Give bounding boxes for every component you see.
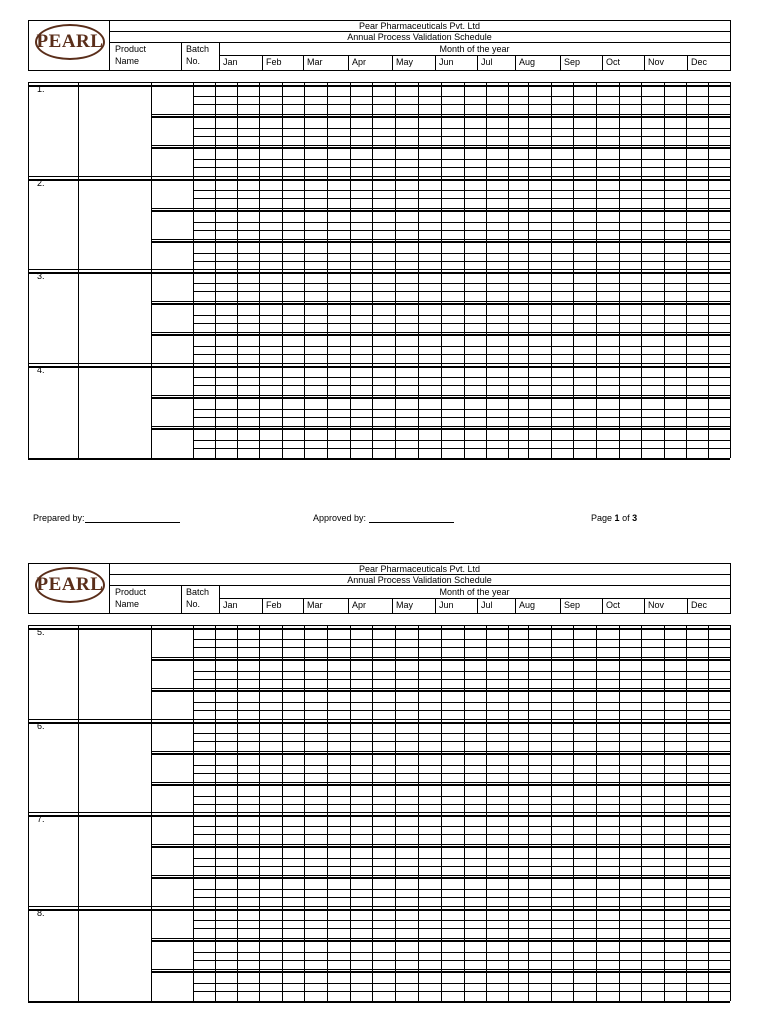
month-header-may: May <box>396 600 414 610</box>
month-divider <box>392 55 393 71</box>
month-header-apr: Apr <box>352 600 367 610</box>
grid-column-line <box>486 82 487 458</box>
grid-row-line <box>193 283 730 284</box>
item-block-border <box>28 363 730 364</box>
page-number: 1 <box>614 513 620 523</box>
item-block-border <box>28 85 730 87</box>
header-border-left <box>28 563 29 614</box>
month-divider <box>435 55 436 71</box>
grid-column-line <box>259 625 260 1001</box>
document-title: Annual Process Validation Schedule <box>347 32 492 42</box>
month-header-jun: Jun <box>439 57 454 67</box>
grid-row-line <box>193 253 730 254</box>
grid-row-line <box>193 354 730 355</box>
grid-column-line <box>215 82 216 458</box>
approved-by-field <box>313 513 454 523</box>
grid-column-line <box>508 82 509 458</box>
grid-column-line <box>464 625 465 1001</box>
grid-column-line <box>596 82 597 458</box>
grid-column-line <box>708 82 709 458</box>
document-title: Annual Process Validation Schedule <box>347 575 492 585</box>
month-row-line <box>219 55 730 56</box>
product-header: Name <box>115 56 140 66</box>
batch-header: Batch <box>186 587 210 597</box>
grid-row-line <box>193 639 730 640</box>
month-caption: Month of the year <box>439 44 510 54</box>
item-number: 3. <box>37 271 45 281</box>
month-row-line <box>219 598 730 599</box>
month-caption: Month of the year <box>439 587 510 597</box>
grid-column-line <box>350 82 351 458</box>
grid-row-line <box>193 323 730 324</box>
logo-text: PEARL <box>36 574 104 595</box>
month-divider <box>515 598 516 614</box>
month-divider <box>515 55 516 71</box>
grid-column-line <box>641 625 642 1001</box>
table-bottom-border <box>28 1001 730 1003</box>
grid-row-line <box>193 448 730 449</box>
month-divider <box>477 598 478 614</box>
item-block-border <box>28 176 730 177</box>
grid-row-line <box>193 702 730 703</box>
month-header-sep: Sep <box>564 57 581 67</box>
batch-column-divider <box>151 625 152 1001</box>
grid-column-line <box>619 82 620 458</box>
header-border-right <box>730 20 731 71</box>
grid-column-line <box>641 82 642 458</box>
month-header-dec: Dec <box>691 57 708 67</box>
grid-column-line <box>372 625 373 1001</box>
month-header-apr: Apr <box>352 57 367 67</box>
prepared-by-blank <box>85 513 180 523</box>
grid-column-line <box>395 625 396 1001</box>
grid-column-line <box>551 625 552 1001</box>
batch-column-divider <box>151 82 152 458</box>
product-column-divider <box>78 82 79 458</box>
month-header-jan: Jan <box>223 57 238 67</box>
grid-column-line <box>418 82 419 458</box>
month-header-oct: Oct <box>606 600 621 610</box>
grid-row-line <box>193 315 730 316</box>
grid-row-line <box>193 230 730 231</box>
header-border-bottom <box>28 70 730 71</box>
grid-row-line <box>193 167 730 168</box>
grid-row-line <box>193 952 730 953</box>
month-header-jan: Jan <box>223 600 238 610</box>
month-divider <box>477 55 478 71</box>
grid-column-line <box>441 625 442 1001</box>
month-header-sep: Sep <box>564 600 581 610</box>
item-number: 7. <box>37 814 45 824</box>
item-number: 6. <box>37 721 45 731</box>
grid-column-line <box>215 625 216 1001</box>
grid-column-line <box>619 625 620 1001</box>
month-header-mar: Mar <box>307 600 323 610</box>
pearl-logo <box>35 24 105 60</box>
grid-column-line <box>730 625 731 1001</box>
month-header-dec: Dec <box>691 600 708 610</box>
grid-row-line <box>193 136 730 137</box>
month-divider <box>303 55 304 71</box>
month-divider <box>560 598 561 614</box>
grid-row-line <box>193 733 730 734</box>
month-header-aug: Aug <box>519 600 536 610</box>
month-divider <box>435 598 436 614</box>
approved-by-label: Approved by: <box>313 513 367 523</box>
grid-column-line <box>418 625 419 1001</box>
month-header-nov: Nov <box>648 57 665 67</box>
month-divider <box>348 598 349 614</box>
company-name: Pear Pharmaceuticals Pvt. Ltd <box>358 564 481 574</box>
grid-row-line <box>193 222 730 223</box>
month-divider <box>602 598 603 614</box>
grid-column-line <box>686 625 687 1001</box>
grid-row-line <box>193 377 730 378</box>
grid-row-line <box>193 128 730 129</box>
grid-row-line <box>193 960 730 961</box>
grid-column-line <box>664 625 665 1001</box>
grid-column-line <box>464 82 465 458</box>
grid-row-line <box>193 385 730 386</box>
month-header-mar: Mar <box>307 57 323 67</box>
grid-row-line <box>193 897 730 898</box>
batch-header: No. <box>186 599 201 609</box>
month-divider <box>687 598 688 614</box>
item-number: 5. <box>37 627 45 637</box>
month-divider <box>262 598 263 614</box>
grid-column-line <box>237 625 238 1001</box>
month-header-jul: Jul <box>481 600 493 610</box>
grid-column-line <box>327 82 328 458</box>
product-header: Product <box>115 587 147 597</box>
grid-column-line <box>573 625 574 1001</box>
batch-col-divider <box>181 585 182 614</box>
grid-row-line <box>193 920 730 921</box>
grid-row-line <box>193 96 730 97</box>
grid-column-line <box>193 625 194 1001</box>
grid-row-line <box>193 291 730 292</box>
page-total: 3 <box>632 513 638 523</box>
table-left-border <box>28 625 29 1001</box>
page-label: Page <box>591 513 613 523</box>
batch-header: No. <box>186 56 201 66</box>
grid-row-line <box>193 834 730 835</box>
grid-column-line <box>372 82 373 458</box>
grid-row-line <box>193 928 730 929</box>
month-divider <box>392 598 393 614</box>
grid-column-line <box>551 82 552 458</box>
month-divider <box>303 598 304 614</box>
header-border-right <box>730 563 731 614</box>
batch-header: Batch <box>186 44 210 54</box>
grid-row-line <box>193 773 730 774</box>
item-block-border <box>28 366 730 368</box>
grid-row-line <box>193 104 730 105</box>
approved-by-blank <box>369 513 454 523</box>
prepared-by-label: Prepared by: <box>33 513 85 523</box>
month-header-feb: Feb <box>266 600 282 610</box>
item-block-border <box>28 179 730 181</box>
grid-column-line <box>282 625 283 1001</box>
item-block-border <box>28 625 730 626</box>
product-header: Product <box>115 44 147 54</box>
grid-column-line <box>327 625 328 1001</box>
month-divider <box>262 55 263 71</box>
grid-row-line <box>193 647 730 648</box>
month-divider <box>348 55 349 71</box>
month-header-jul: Jul <box>481 57 493 67</box>
month-divider <box>560 55 561 71</box>
item-block-border <box>28 272 730 274</box>
grid-column-line <box>686 82 687 458</box>
grid-row-line <box>193 346 730 347</box>
grid-row-line <box>193 889 730 890</box>
grid-row-line <box>193 261 730 262</box>
grid-column-line <box>596 625 597 1001</box>
month-header-oct: Oct <box>606 57 621 67</box>
item-block-border <box>28 722 730 724</box>
item-block-border <box>28 909 730 911</box>
logo-text: PEARL <box>36 31 104 52</box>
item-number: 8. <box>37 908 45 918</box>
grid-column-line <box>730 82 731 458</box>
product-column-divider <box>78 625 79 1001</box>
grid-row-line <box>193 671 730 672</box>
grid-row-line <box>193 826 730 827</box>
item-block-border <box>28 719 730 720</box>
month-header-feb: Feb <box>266 57 282 67</box>
grid-row-line <box>193 866 730 867</box>
grid-row-line <box>193 198 730 199</box>
grid-column-line <box>441 82 442 458</box>
item-block-border <box>28 906 730 907</box>
month-divider <box>687 55 688 71</box>
item-number: 1. <box>37 84 45 94</box>
grid-column-line <box>708 625 709 1001</box>
header-border-bottom <box>28 613 730 614</box>
grid-column-line <box>486 625 487 1001</box>
item-block-border <box>28 269 730 270</box>
month-divider <box>602 55 603 71</box>
table-left-border <box>28 82 29 458</box>
grid-column-line <box>259 82 260 458</box>
grid-row-line <box>193 804 730 805</box>
grid-row-line <box>193 409 730 410</box>
grid-column-line <box>237 82 238 458</box>
batch-col-divider <box>181 42 182 71</box>
page-of: of <box>622 513 630 523</box>
month-header-jun: Jun <box>439 600 454 610</box>
grid-row-line <box>193 983 730 984</box>
grid-row-line <box>193 679 730 680</box>
grid-column-line <box>395 82 396 458</box>
company-name: Pear Pharmaceuticals Pvt. Ltd <box>358 21 481 31</box>
grid-column-line <box>193 82 194 458</box>
month-header-aug: Aug <box>519 57 536 67</box>
prepared-by-field <box>33 513 180 523</box>
grid-column-line <box>573 82 574 458</box>
grid-column-line <box>528 625 529 1001</box>
grid-row-line <box>193 190 730 191</box>
grid-row-line <box>193 991 730 992</box>
grid-column-line <box>304 625 305 1001</box>
header-border-left <box>28 20 29 71</box>
item-block-border <box>28 815 730 817</box>
month-header-may: May <box>396 57 414 67</box>
grid-row-line <box>193 159 730 160</box>
table-bottom-border <box>28 458 730 460</box>
grid-column-line <box>528 82 529 458</box>
item-number: 4. <box>37 365 45 375</box>
header-row-line <box>109 585 730 586</box>
grid-row-line <box>193 710 730 711</box>
grid-column-line <box>508 625 509 1001</box>
grid-row-line <box>193 440 730 441</box>
header-row-line <box>109 42 730 43</box>
product-header: Name <box>115 599 140 609</box>
grid-column-line <box>282 82 283 458</box>
item-number: 2. <box>37 178 45 188</box>
grid-row-line <box>193 417 730 418</box>
grid-row-line <box>193 796 730 797</box>
month-header-nov: Nov <box>648 600 665 610</box>
month-divider <box>644 598 645 614</box>
grid-column-line <box>350 625 351 1001</box>
item-block-border <box>28 628 730 630</box>
grid-column-line <box>304 82 305 458</box>
grid-row-line <box>193 741 730 742</box>
month-divider <box>644 55 645 71</box>
grid-row-line <box>193 765 730 766</box>
page-indicator <box>591 513 637 523</box>
grid-row-line <box>193 858 730 859</box>
item-block-border <box>28 82 730 83</box>
grid-column-line <box>664 82 665 458</box>
item-block-border <box>28 812 730 813</box>
pearl-logo <box>35 567 105 603</box>
